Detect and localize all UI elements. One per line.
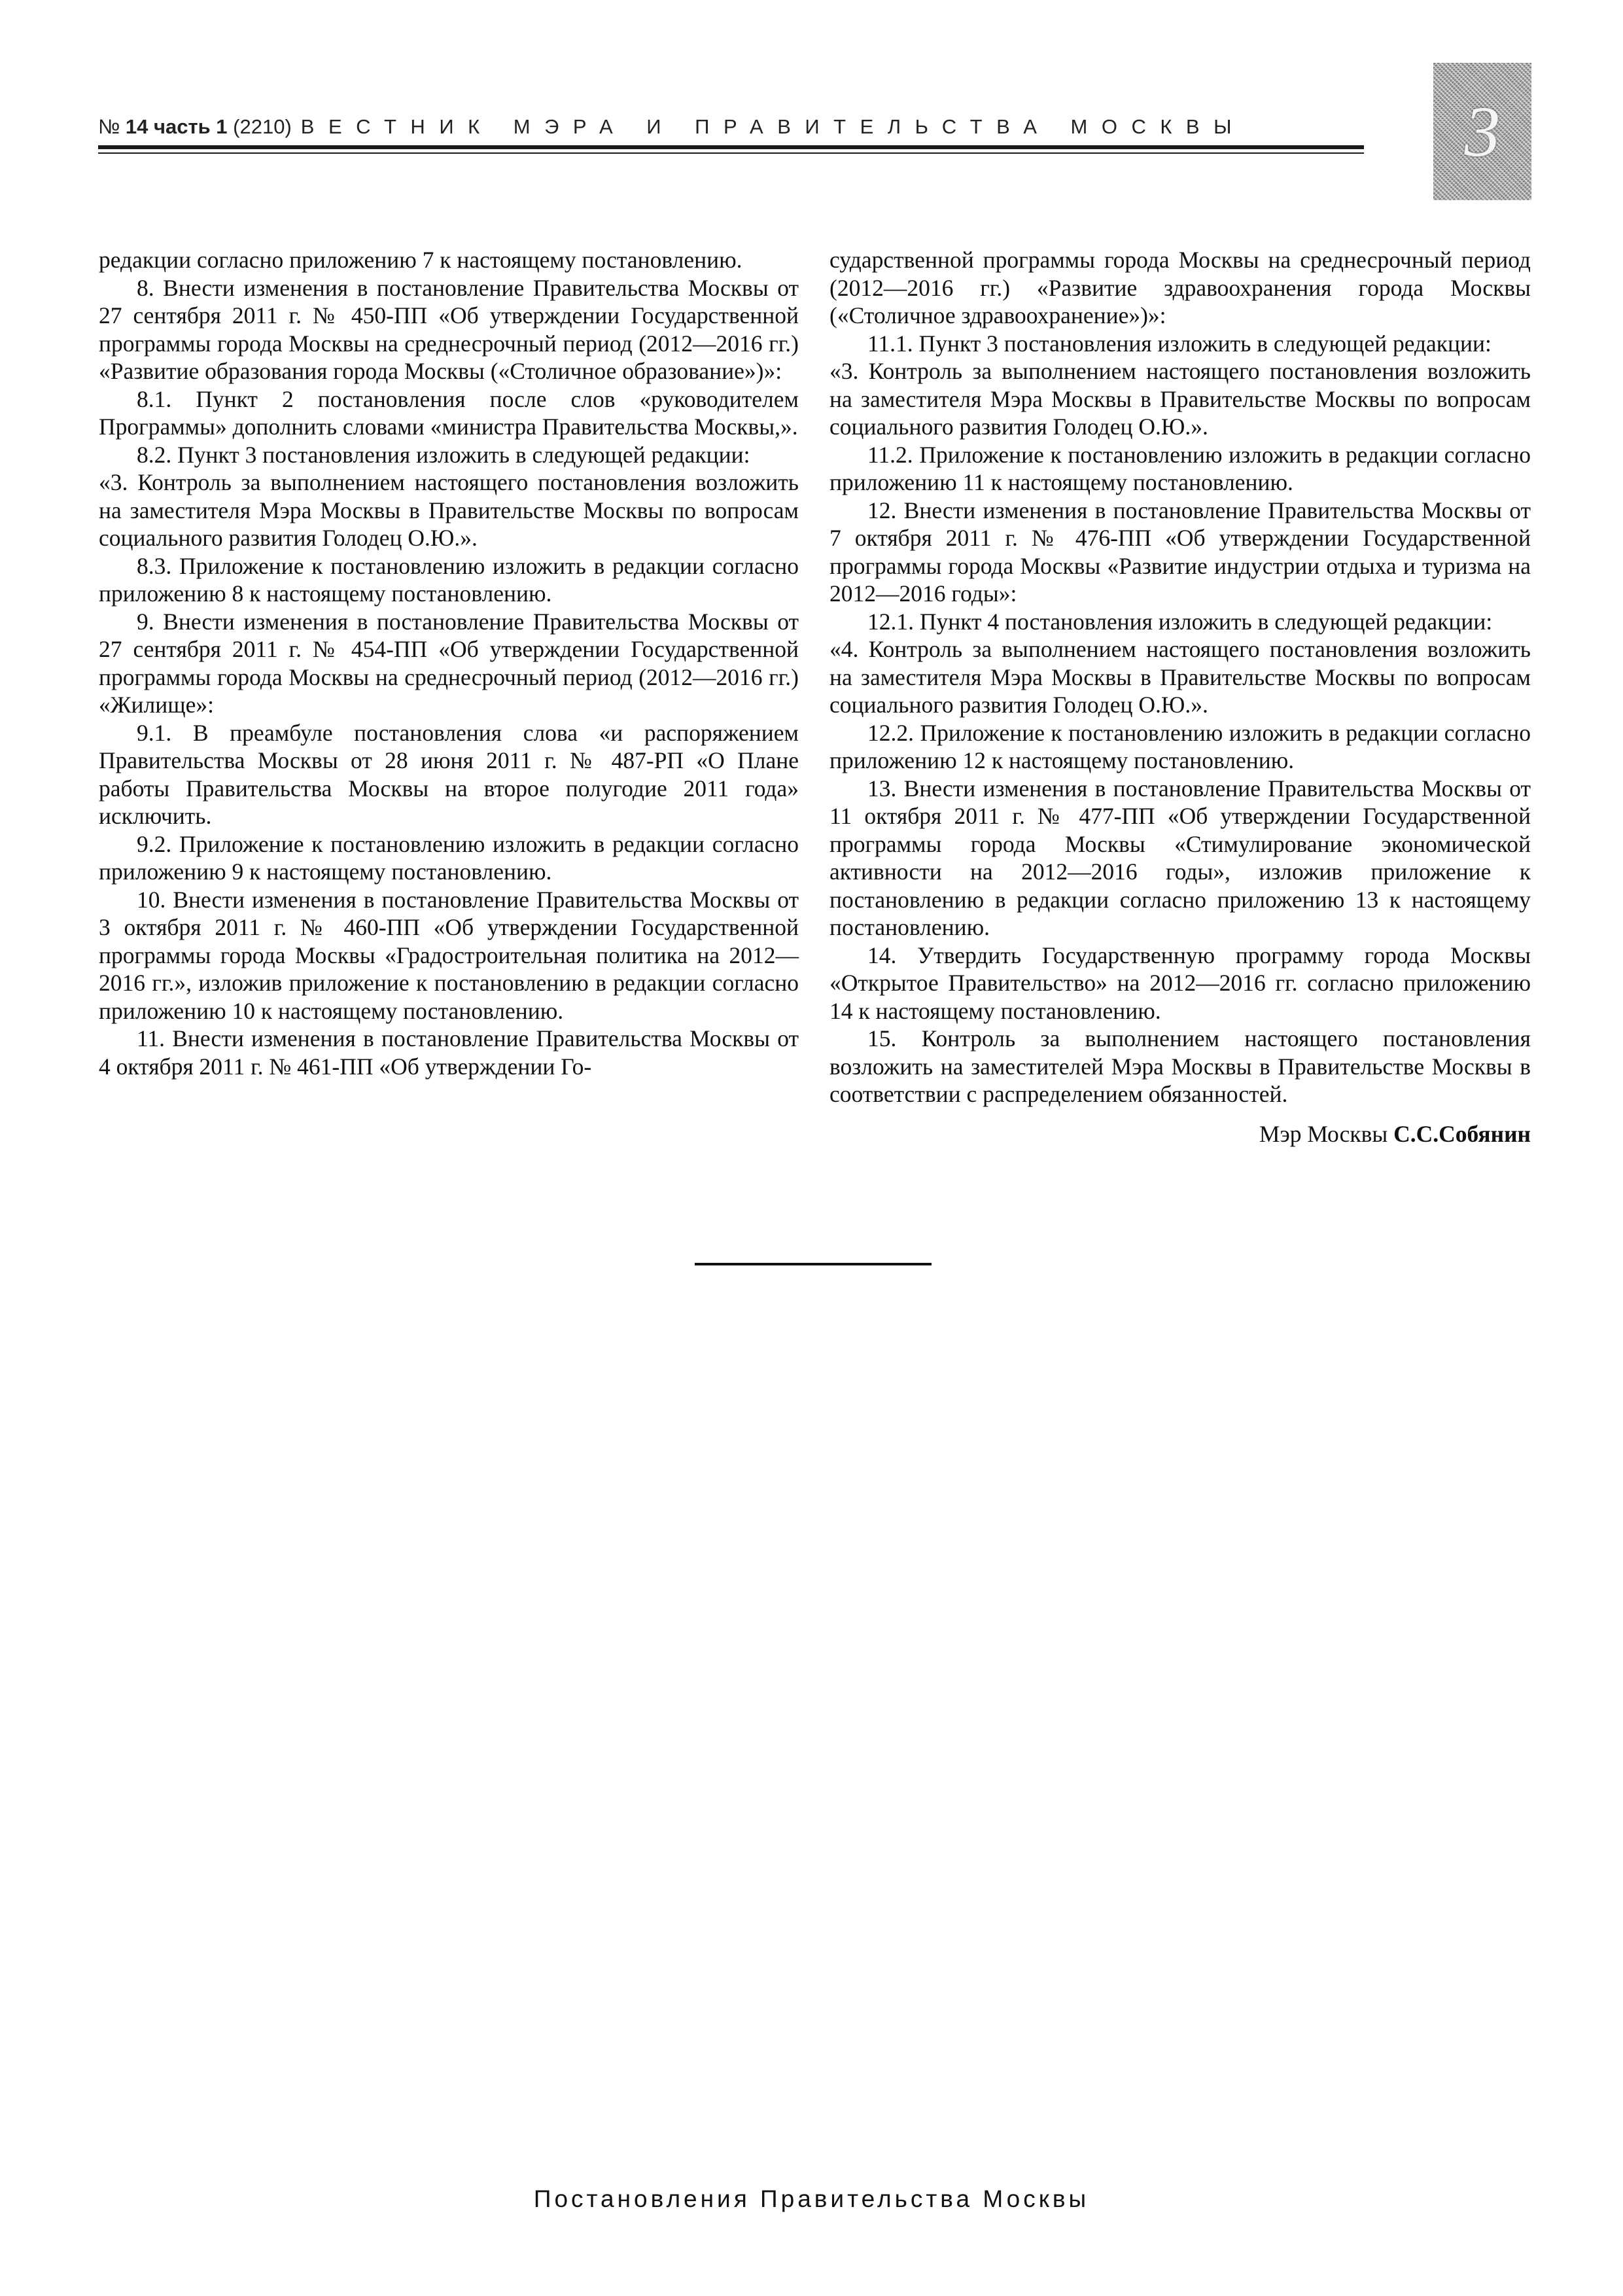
issue-prefix: № (98, 115, 126, 138)
paragraph: 12.2. Приложение к постановлению изложить в редакции согласно приложению 12 к настоящему постановлению. (829, 719, 1531, 773)
signature-name: С.С.Собянин (1393, 1120, 1531, 1147)
paragraph: 10. Внести изменения в постановление Правительства Москвы от 3 октября 2011 г. № 460-ПП «Об утверждении Государственной программы города Москвы «Градостроительная политика на 2012—2016 гг.», изложив приложение к постановлению в редакции согласно приложению 10 к настоящему постановлению. (99, 886, 799, 1024)
page-number-badge (1433, 63, 1531, 200)
signature-position: Мэр Москвы (1259, 1120, 1394, 1147)
paragraph: 11.1. Пункт 3 постановления изложить в следующей редакции: (867, 330, 1492, 357)
paragraph: 14. Утвердить Государственную программу города Москвы «Открытое Правительство» на 2012—2016 гг. согласно приложению 14 к настоящему постановлению. (829, 942, 1531, 1024)
paragraph: 11.2. Приложение к постановлению изложить в редакции согласно приложению 11 к настоящему постановлению. (829, 441, 1531, 495)
paragraph: «4. Контроль за выполнением настоящего постановления возложить на заместителя Мэра Москвы в Правительстве Москвы по вопросам социального развития Голодец О.Ю.». (829, 636, 1531, 718)
journal-title: ВЕСТНИК МЭРА И ПРАВИТЕЛЬСТВА МОСКВЫ (300, 115, 1246, 138)
paragraph: «3. Контроль за выполнением настоящего постановления возложить на заместителя Мэра Москвы в Правительстве Москвы по вопросам социального развития Голодец О.Ю.». (829, 358, 1531, 440)
paragraph: 8.2. Пункт 3 постановления изложить в следующей редакции: (137, 441, 750, 468)
paragraph: 15. Контроль за выполнением настоящего постановления возложить на заместителей Мэра Москвы в Правительстве Москвы в соответствии с распределением обязанностей. (829, 1025, 1531, 1107)
signature (829, 1120, 1531, 1148)
paragraph: «3. Контроль за выполнением настоящего постановления возложить на заместителя Мэра Москвы в Правительстве Москвы по вопросам социального развития Голодец О.Ю.». (99, 469, 799, 551)
paragraph: 12.1. Пункт 4 постановления изложить в следующей редакции: (867, 608, 1493, 635)
issue-part: часть 1 (148, 115, 228, 138)
section-divider (695, 1263, 932, 1265)
paragraph: сударственной программы города Москвы на среднесрочный период (2012—2016 гг.) «Развитие здравоохранения города Москвы («Столичное здравоохранение»)»: (829, 247, 1531, 328)
issue-total: (2210) (227, 115, 292, 138)
right-column (829, 246, 1531, 1148)
paragraph: 8.3. Приложение к постановлению изложить в редакции согласно приложению 8 к настоящему постановлению. (99, 552, 799, 607)
paragraph: 11. Внести изменения в постановление Правительства Москвы от 4 октября 2011 г. № 461-ПП «Об утверждении Го- (99, 1025, 799, 1080)
paragraph: 8. Внести изменения в постановление Правительства Москвы от 27 сентября 2011 г. № 450-ПП «Об утверждении Государственной программы города Москвы на среднесрочный период (2012—2016 гг.) «Развитие образования города Москвы («Столичное образование»)»: (99, 274, 799, 384)
paragraph: 9.2. Приложение к постановлению изложить в редакции согласно приложению 9 к настоящему постановлению. (99, 830, 799, 885)
paragraph: 8.1. Пункт 2 постановления после слов «руководителем Программы» дополнить словами «министра Правительства Москвы,». (99, 385, 799, 440)
paragraph: редакции согласно приложению 7 к настоящему постановлению. (99, 247, 742, 273)
issue-number: 14 (125, 115, 148, 138)
running-footer: Постановления Правительства Москвы (533, 2185, 1090, 2212)
paragraph: 12. Внести изменения в постановление Правительства Москвы от 7 октября 2011 г. № 476-ПП «Об утверждении Государственной программы города Москвы «Развитие индустрии отдыха и туризма на 2012—2016 годы»: (829, 497, 1531, 607)
header-rule-thick (98, 145, 1364, 149)
page-number: 3 (1464, 91, 1501, 171)
paragraph: 9. Внести изменения в постановление Правительства Москвы от 27 сентября 2011 г. № 454-ПП «Об утверждении Государственной программы города Москвы на среднесрочный период (2012—2016 гг.) «Жилище»: (99, 608, 799, 718)
paragraph: 9.1. В преамбуле постановления слова «и распоряжением Правительства Москвы от 28 июня 2011 г. № 487-РП «О Плане работы Правительства Москвы на второе полугодие 2011 года» исключить. (99, 719, 799, 829)
header-rule-thin (98, 152, 1364, 154)
paragraph: 13. Внести изменения в постановление Правительства Москвы от 11 октября 2011 г. № 477-ПП «Об утверждении Государственной программы города Москвы «Стимулирование экономической активности на 2012—2016 годы», изложив приложение к постановлению в редакции согласно приложению 13 к настоящему постановлению. (829, 775, 1531, 940)
left-column (99, 246, 799, 1080)
